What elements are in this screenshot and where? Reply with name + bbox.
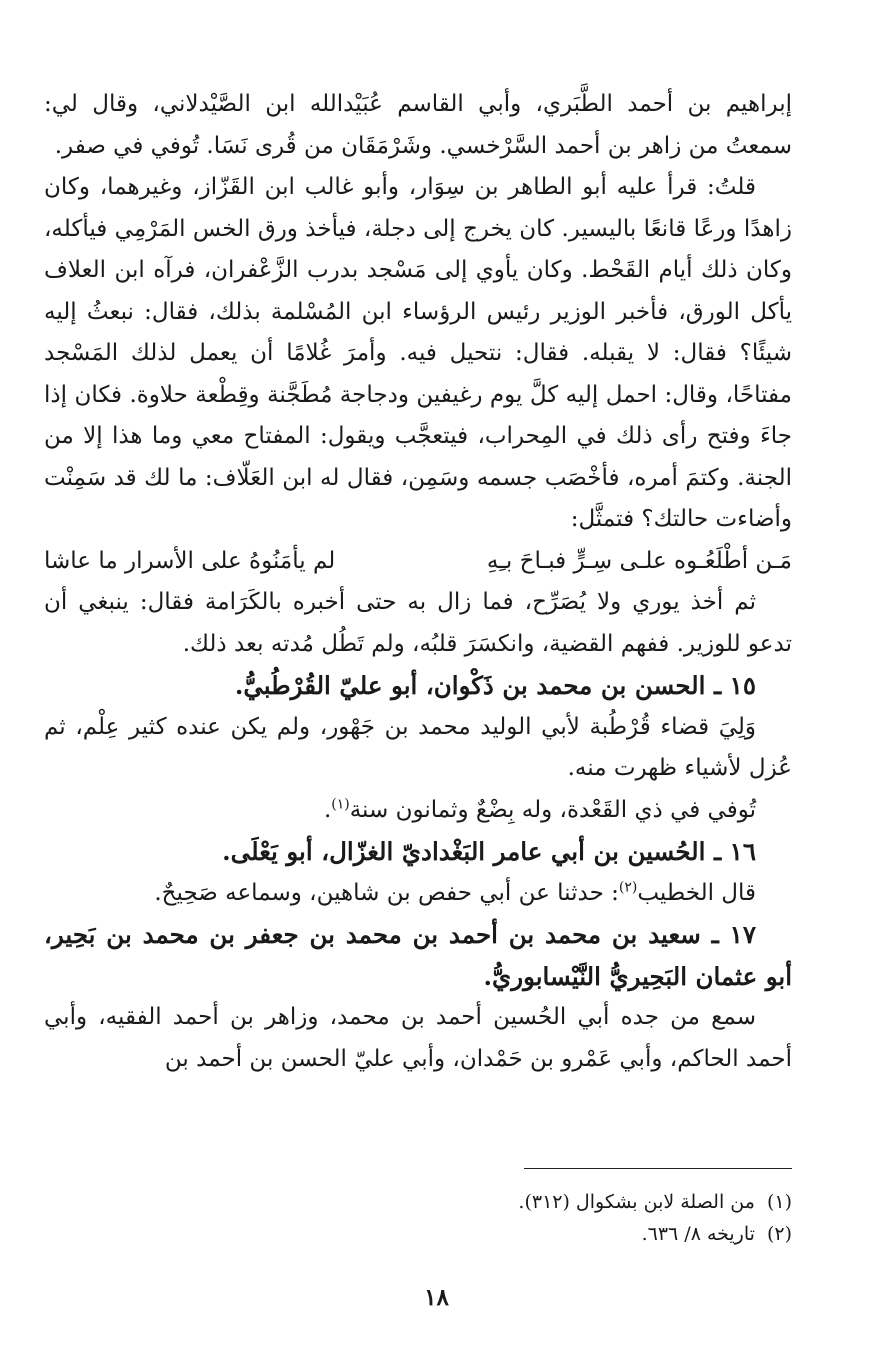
paragraph: إبراهيم بن أحمد الطَّبَري، وأبي القاسم عُبَيْدالله ابن الصَّيْدلاني، وقال لي: سمعتُ من زاهر بن أحمد السَّرْخسي. وشَرْمَقَان من قُرى نَسَا. تُوفي في صفر. <box>44 91 792 159</box>
paragraph: سمع من جده أبي الحُسين أحمد بن محمد، وزاهر بن أحمد الفقيه، وأبي أحمد الحاكم، وأبي عَمْرو بن حَمْدان، وأبي عليّ الحسن بن أحمد بن <box>44 1004 792 1072</box>
paragraph <box>44 873 792 915</box>
paragraph-text: : حدثنا عن أبي حفص بن شاهين، وسماعه صَحِيحٌ. <box>154 879 619 906</box>
page-body <box>44 84 792 1080</box>
entry-heading: ١٦ ـ الحُسين بن أبي عامر البَغْداديّ الغزّال، أبو يَعْلَى. <box>222 837 756 866</box>
paragraph: ثم أخذ يوري ولا يُصَرِّح، فما زال به حتى أخبره بالكَرَامة فقال: ينبغي أن تدعو للوزير. ففهم القضية، وانكسَرَ قلبُه، ولم تَطُل مُدته بعد ذلك. <box>44 589 792 657</box>
verse-line <box>44 541 792 583</box>
paragraph: قلتُ: قرأ عليه أبو الطاهر بن سِوَار، وأبو غالب ابن القَزّاز، وغيرهما، وكان زاهدًا ورعًا قانعًا باليسير. كان يخرج إلى دجلة، فيأخذ ورق الخس المَرْمِي فيأكله، وكان ذلك أيام القَحْط. وكان يأوي إلى مَسْجد بدرب الزَّعْفران، فرآه ابن العلاف يأكل الورق، فأخبر الوزير رئيس الرؤساء ابن المُسْلمة بذلك، فقال: نبعثُ إليه شيئًا؟ فقال: لا يقبله. فقال: نتحيل فيه. وأمرَ غُلامًا أن يعمل لذلك المَسْجد مفتاحًا، وقال: احمل إليه كلَّ يوم رغيفين ودجاجة مُطَجَّنة وقِطْعة حلاوة. فكان إذا جاءَ وفتح رأى ذلك في المِحراب، فيتعجَّب ويقول: المفتاح معي وما هذا إلا من الجنة. وكتمَ أمره، فأخْصَب جسمه وسَمِن، فقال له ابن العَلّاف: ما لك قد سَمِنْت وأضاءت حالتك؟ فتمثَّل: <box>44 174 792 532</box>
footnote-text: تاريخه ٨/ ٦٣٦. <box>641 1223 755 1245</box>
footnote-divider <box>524 1168 792 1169</box>
paragraph-text: تُوفي في ذي القَعْدة، وله بِضْعٌ وثمانون سنة <box>349 796 756 823</box>
footnote-text: من الصلة لابن بشكوال (٣١٢). <box>518 1191 755 1213</box>
verse-hemistich-first: مَـن أطْلَعُـوه علـى سِـرٍّ فبـاحَ بـِهِ <box>486 547 792 574</box>
footnote <box>44 1218 792 1250</box>
page-number: ١٨ <box>424 1284 449 1311</box>
entry-heading: ١٥ ـ الحسن بن محمد بن ذَكْوان، أبو عليّ القُرْطُبيُّ. <box>234 671 756 700</box>
footnotes <box>44 1186 792 1250</box>
footnote-ref[interactable]: (٢) <box>618 878 638 895</box>
footnote-ref[interactable]: (١) <box>331 795 350 812</box>
paragraph: وَلِيَ قضاء قُرْطُبة لأبي الوليد محمد بن جَهْور، ولم يكن عنده كثير عِلْم، ثم عُزل لأشياء ظهرت منه. <box>44 713 792 781</box>
verse-hemistich-second: لم يأمَنُوهُ على الأسرار ما عاشا <box>44 547 336 574</box>
paragraph-end: . <box>323 796 332 823</box>
footnote <box>44 1186 792 1218</box>
paragraph <box>44 790 792 832</box>
paragraph-text: قال الخطيب <box>637 879 756 906</box>
footnote-number: (١) <box>766 1191 792 1213</box>
footnote-number: (٢) <box>766 1223 792 1245</box>
entry-heading: ١٧ ـ سعيد بن محمد بن أحمد بن محمد بن جعفر بن محمد بن بَحِير، أبو عثمان البَحِيريُّ النَّيْسابوريُّ. <box>44 920 792 991</box>
